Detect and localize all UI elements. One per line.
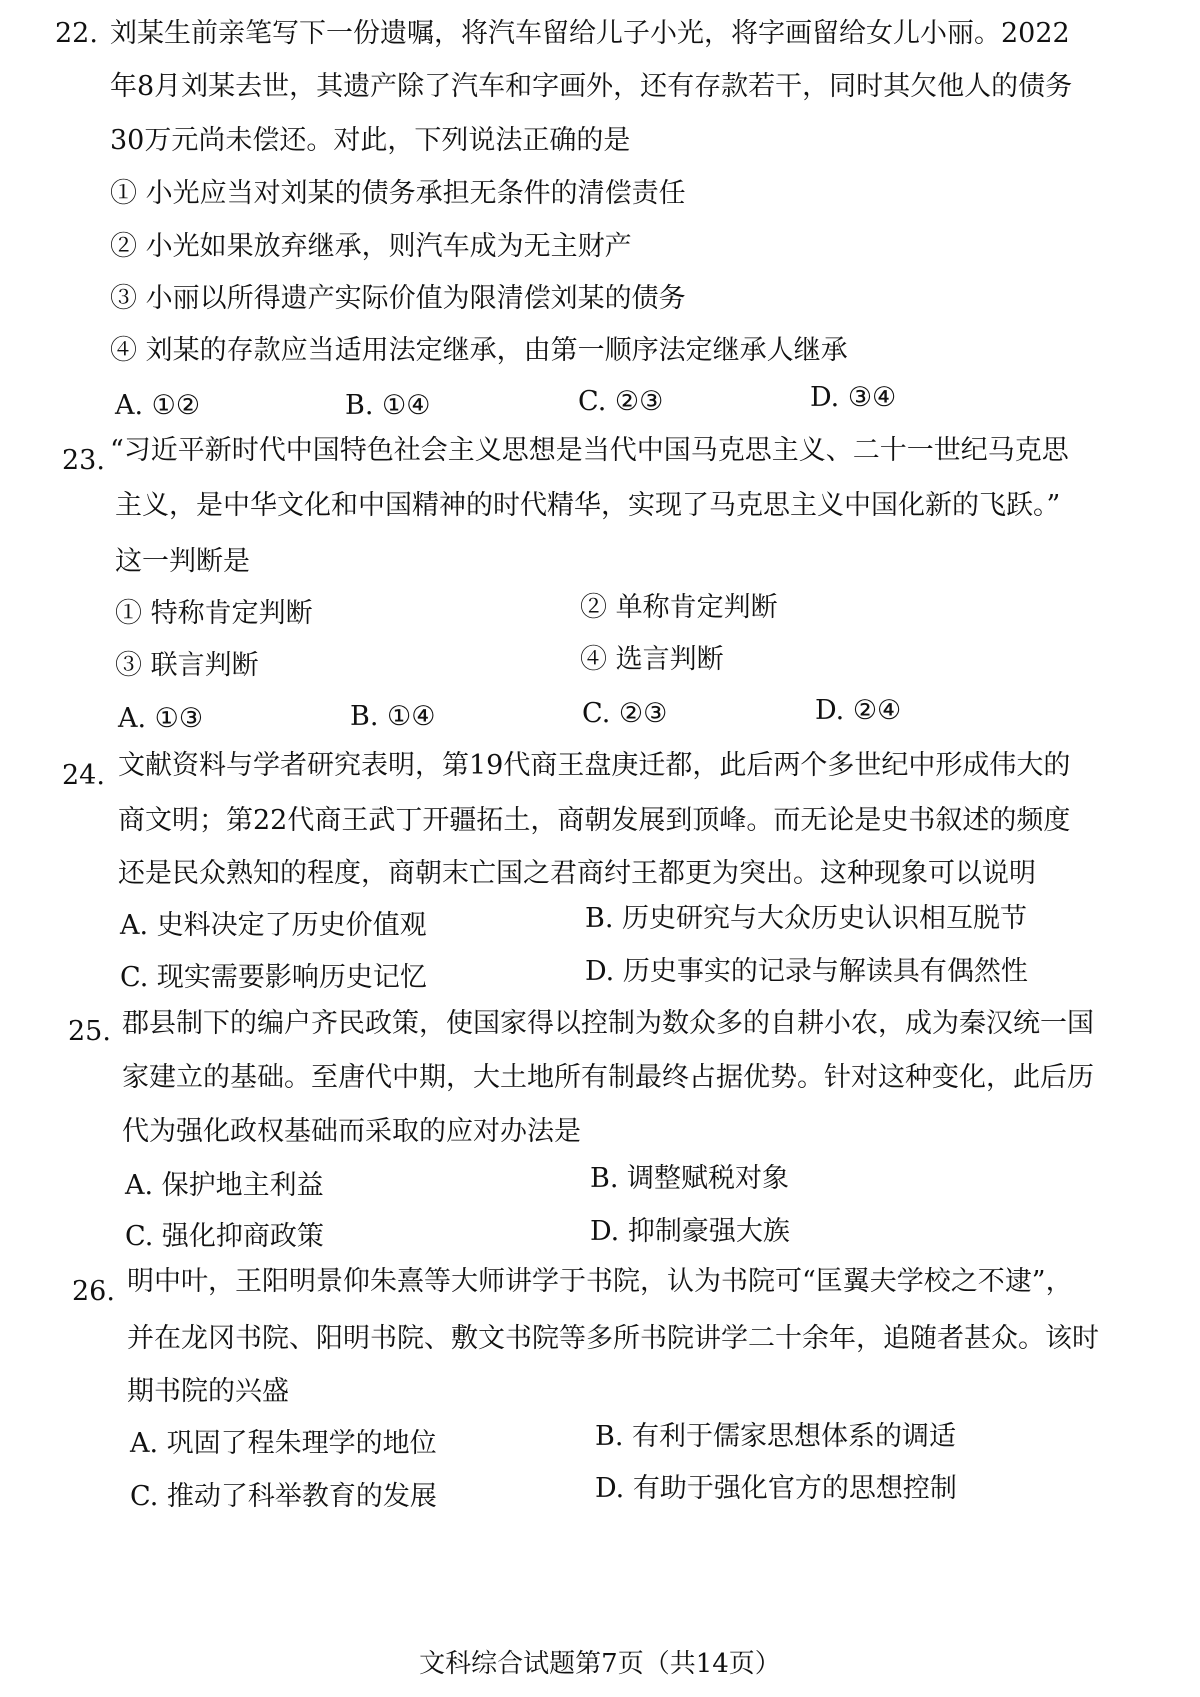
choice-b: B. 调整赋税对象 <box>590 1163 790 1194</box>
statement-option: ④ 选言判断 <box>580 644 724 675</box>
question-text-line: 主义，是中华文化和中国精神的时代精华，实现了马克思主义中国化新的飞跃。” <box>115 490 1061 521</box>
question-text-line: 家建立的基础。至唐代中期，大土地所有制最终占据优势。针对这种变化，此后历 <box>122 1062 1094 1093</box>
question-text-line: 这一判断是 <box>115 546 250 577</box>
question-number: 26. <box>72 1276 115 1307</box>
question-number: 23. <box>62 445 105 476</box>
question-text-line: 30万元尚未偿还。对此，下列说法正确的是 <box>110 125 631 156</box>
choice-c: C. ②③ <box>578 386 664 417</box>
statement-option: ② 小光如果放弃继承，则汽车成为无主财产 <box>110 231 632 262</box>
question-text-line: 刘某生前亲笔写下一份遗嘱，将汽车留给儿子小光，将字画留给女儿小丽。2022 <box>110 18 1070 49</box>
choice-d: D. 历史事实的记录与解读具有偶然性 <box>585 956 1028 987</box>
question-text-line: 代为强化政权基础而采取的应对办法是 <box>122 1116 581 1147</box>
choice-b: B. 有利于儒家思想体系的调适 <box>595 1421 957 1452</box>
choice-a: A. 巩固了程朱理学的地位 <box>130 1428 437 1459</box>
choice-d: D. ②④ <box>815 695 902 726</box>
choice-b: B. ①④ <box>345 390 431 421</box>
statement-option: ③ 联言判断 <box>115 650 259 681</box>
choice-c: C. 现实需要影响历史记忆 <box>120 962 427 993</box>
question-text-line: 期书院的兴盛 <box>127 1376 289 1407</box>
question-number: 24. <box>62 760 105 791</box>
choice-a: A. ①③ <box>118 703 204 734</box>
statement-option: ③ 小丽以所得遗产实际价值为限清偿刘某的债务 <box>110 283 686 314</box>
choice-d: D. 有助于强化官方的思想控制 <box>595 1473 957 1504</box>
question-text-line: 明中叶，王阳明景仰朱熹等大师讲学于书院，认为书院可“匡翼夫学校之不逮”， <box>127 1266 1073 1297</box>
choice-c: C. 强化抑商政策 <box>125 1221 324 1252</box>
statement-option: ① 特称肯定判断 <box>115 598 313 629</box>
choice-a: A. 史料决定了历史价值观 <box>120 910 427 941</box>
choice-b: B. ①④ <box>350 701 436 732</box>
choice-b: B. 历史研究与大众历史认识相互脱节 <box>585 903 1028 934</box>
choice-c: C. 推动了科举教育的发展 <box>130 1481 437 1512</box>
question-number: 22. <box>55 18 98 49</box>
choice-d: D. ③④ <box>810 382 897 413</box>
question-text-line: 郡县制下的编户齐民政策，使国家得以控制为数众多的自耕小农，成为秦汉统一国 <box>122 1008 1094 1039</box>
choice-c: C. ②③ <box>582 698 668 729</box>
question-text-line: “习近平新时代中国特色社会主义思想是当代中国马克思主义、二十一世纪马克思 <box>110 435 1069 466</box>
question-text-line: 还是民众熟知的程度，商朝末亡国之君商纣王都更为突出。这种现象可以说明 <box>118 858 1036 889</box>
choice-a: A. 保护地主利益 <box>125 1170 324 1201</box>
choice-a: A. ①② <box>115 390 201 421</box>
page-footer: 文科综合试题第7页（共14页） <box>419 1649 781 1679</box>
question-text-line: 并在龙冈书院、阳明书院、敷文书院等多所书院讲学二十余年，追随者甚众。该时 <box>127 1323 1099 1354</box>
question-text-line: 文献资料与学者研究表明，第19代商王盘庚迁都，此后两个多世纪中形成伟大的 <box>118 750 1071 781</box>
question-number: 25. <box>68 1016 111 1047</box>
choice-d: D. 抑制豪强大族 <box>590 1216 790 1247</box>
question-text-line: 年8月刘某去世，其遗产除了汽车和字画外，还有存款若干，同时其欠他人的债务 <box>110 71 1073 102</box>
question-text-line: 商文明；第22代商王武丁开疆拓土，商朝发展到顶峰。而无论是史书叙述的频度 <box>118 805 1071 836</box>
statement-option: ② 单称肯定判断 <box>580 592 778 623</box>
statement-option: ① 小光应当对刘某的债务承担无条件的清偿责任 <box>110 178 686 209</box>
statement-option: ④ 刘某的存款应当适用法定继承，由第一顺序法定继承人继承 <box>110 335 848 366</box>
